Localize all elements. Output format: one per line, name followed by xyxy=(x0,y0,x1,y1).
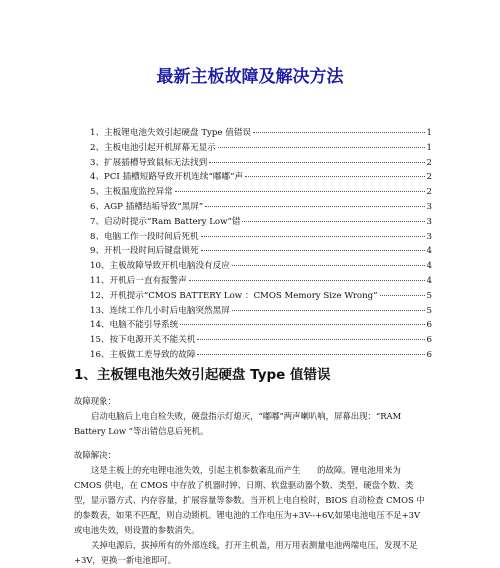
toc-item-text: 8、电脑工作一段时间后死机 xyxy=(90,231,199,242)
toc-dot-leader xyxy=(232,265,425,266)
toc-item-text: 4、PCI 插槽短路导致开机连续“嘟嘟”声 xyxy=(90,172,244,183)
toc-item[interactable] xyxy=(90,185,432,200)
toc-item[interactable] xyxy=(90,259,432,274)
toc-item[interactable] xyxy=(90,348,432,363)
toc-dot-leader xyxy=(218,147,425,148)
toc-item-text: 9、开机一段时间后键盘锁死 xyxy=(90,246,199,257)
toc-dot-leader xyxy=(197,354,424,355)
toc-item-text: 12、开机提示“CMOS BATTERY Low ：CMOS Memory Size Wrong” xyxy=(90,290,378,301)
toc-item-text: 16、主板做工差导致的故障 xyxy=(90,349,196,360)
toc-item[interactable] xyxy=(90,126,432,141)
solution-label: 故障解决： xyxy=(74,450,116,460)
toc-page-number: 4 xyxy=(426,275,432,286)
toc-dot-leader xyxy=(201,236,425,237)
toc-page-number: 4 xyxy=(426,261,432,272)
solution-paragraph-2: 关掉电源后，拔掉所有的外部连线，打开主机盖，用万用表测量电池两端电压，发现不足+3V，更换一新电池即可。 xyxy=(74,540,418,565)
toc-page-number: 5 xyxy=(426,305,432,316)
toc-item[interactable] xyxy=(90,333,432,348)
toc-page-number: 4 xyxy=(426,246,432,257)
toc-dot-leader xyxy=(245,176,424,177)
toc-dot-leader xyxy=(197,339,424,340)
toc-item[interactable] xyxy=(90,170,432,185)
toc-page-number: 3 xyxy=(426,216,432,227)
toc-item[interactable] xyxy=(90,244,432,259)
toc-page-number: 6 xyxy=(426,320,432,331)
toc-page-number: 2 xyxy=(426,172,432,183)
phenomenon-block xyxy=(74,394,430,439)
toc-item-text: 1、主板锂电池失效引起硬盘 Type 值错误 xyxy=(90,128,252,138)
toc-item[interactable] xyxy=(90,200,432,215)
toc-page-number: 2 xyxy=(426,157,432,168)
table-of-contents xyxy=(90,126,432,363)
toc-dot-leader xyxy=(180,324,424,325)
document-title: 最新主板故障及解决方法 xyxy=(156,67,344,87)
toc-item[interactable] xyxy=(90,215,432,230)
toc-item-text: 6、AGP 插槽结垢导致“黑屏” xyxy=(90,201,204,212)
toc-page-number: 6 xyxy=(426,335,432,346)
toc-page-number: 5 xyxy=(426,290,432,301)
toc-item-text: 13、连续工作几小时后电脑突然黑屏 xyxy=(90,305,230,316)
toc-page-number: 6 xyxy=(426,349,432,360)
toc-item-text: 7、启动时提示“Ram Battery Low”错 xyxy=(90,216,241,227)
toc-item[interactable] xyxy=(90,274,432,289)
solution-paragraph-1: 这是主板上的充电锂电池失效，引起主机参数紊乱而产生 的故障。锂电池用来为 CMOS 供电，在 CMOS 中存放了机器时钟、日期、软盘驱动器个数、类型，硬盘个数、类型，显示器方式、内存容量，扩展容量等参数。当开机上电自检时，BIOS 自动检查 CMOS 中的参数表，如果不匹配，则自动锁机。锂电池的工作电压为+3V--+6V,如果电池电压不足+3V 或电池失效，则设置的参数消失。 xyxy=(74,465,425,535)
toc-item[interactable] xyxy=(90,230,432,245)
phenomenon-text: 启动电脑后上电自检失败，硬盘指示灯熄灭，“嘟嘟”两声喇叭响，屏幕出现：“RAM Battery Low ”等出错信息后死机。 xyxy=(74,411,402,436)
toc-dot-leader xyxy=(253,132,425,133)
toc-item-text: 10、主板故障导致开机电脑没有反应 xyxy=(90,261,230,272)
toc-dot-leader xyxy=(205,206,424,207)
toc-page-number: 2 xyxy=(426,187,432,198)
toc-item-text: 3、扩展插槽导致鼠标无法找到 xyxy=(90,157,208,168)
toc-dot-leader xyxy=(189,280,425,281)
phenomenon-label: 故障现象： xyxy=(74,396,116,406)
toc-item-text: 5、主板温度监控异常 xyxy=(90,187,173,198)
toc-item-text: 2、主板电池引起开机屏幕无显示 xyxy=(90,142,216,153)
toc-page-number: 1 xyxy=(426,142,432,153)
toc-page-number: 3 xyxy=(426,201,432,212)
section-heading: 1、主板锂电池失效引起硬盘 Type 值错误 xyxy=(74,367,331,383)
toc-page-number: 1 xyxy=(426,128,432,138)
toc-item-text: 15、按下电源开关不能关机 xyxy=(90,335,196,346)
toc-item[interactable] xyxy=(90,141,432,156)
toc-item[interactable] xyxy=(90,304,432,319)
toc-item[interactable] xyxy=(90,156,432,171)
toc-page-number: 3 xyxy=(426,231,432,242)
toc-item[interactable] xyxy=(90,318,432,333)
toc-dot-leader xyxy=(201,250,425,251)
toc-dot-leader xyxy=(380,295,425,296)
toc-item[interactable] xyxy=(90,289,432,304)
solution-block xyxy=(74,448,430,568)
toc-dot-leader xyxy=(232,310,425,311)
toc-item-text: 11、开机后一直有报警声 xyxy=(90,275,187,286)
toc-dot-leader xyxy=(175,191,425,192)
toc-item-text: 14、电脑不能引导系统 xyxy=(90,320,179,331)
toc-dot-leader xyxy=(242,221,424,222)
toc-dot-leader xyxy=(209,162,424,163)
